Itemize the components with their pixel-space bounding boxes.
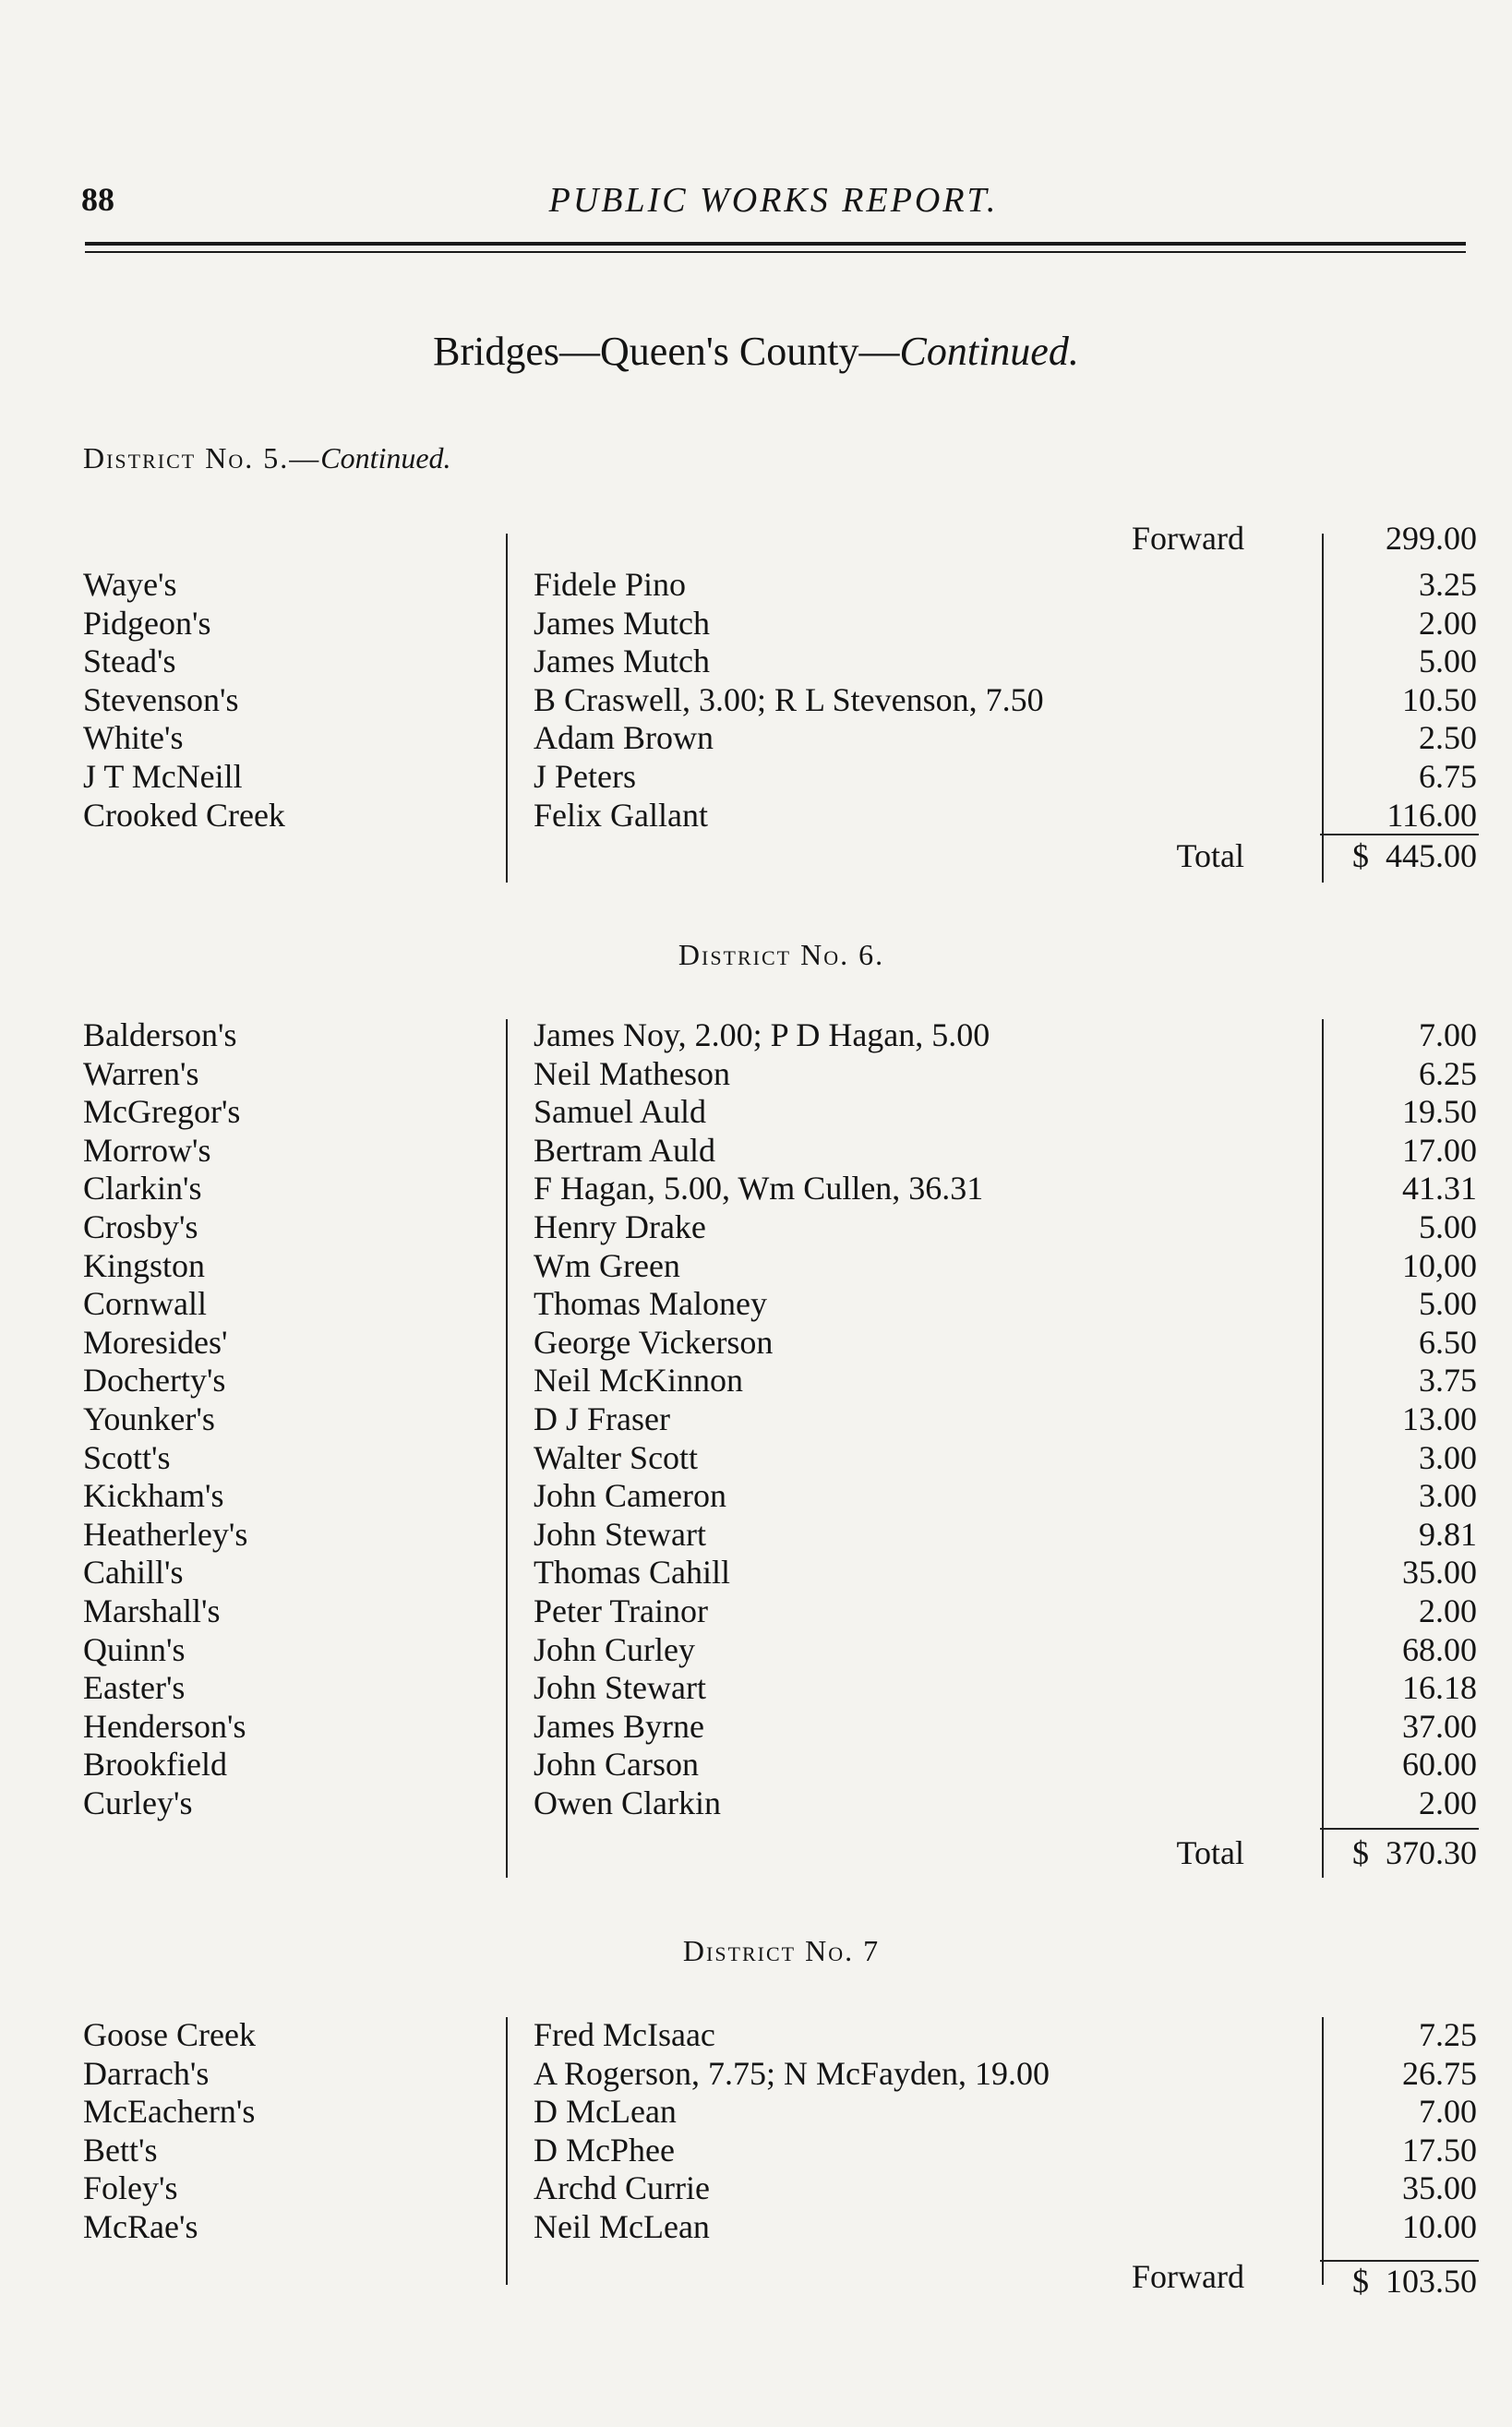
- amount: 6.25: [1419, 1054, 1477, 1092]
- table-row: [0, 604, 1512, 643]
- amount: 26.75: [1402, 2054, 1477, 2092]
- district-6-total-amount: 370.30: [1386, 1834, 1477, 1871]
- table-row: [0, 718, 1512, 757]
- builder-name: Peter Trainor: [534, 1592, 708, 1629]
- table-row: [0, 642, 1512, 680]
- builder-name: Neil Matheson: [534, 1054, 730, 1092]
- page-number: 88: [81, 181, 114, 218]
- table-row: [0, 1476, 1512, 1515]
- amount: 10.50: [1402, 680, 1477, 718]
- table-row: [0, 1015, 1512, 1054]
- bridge-name: Quinn's: [83, 1630, 186, 1668]
- district-5-heading: [83, 441, 451, 475]
- bridge-name: Balderson's: [83, 1016, 237, 1053]
- amount: 7.25: [1419, 2016, 1477, 2053]
- bridge-name: Foley's: [83, 2169, 178, 2207]
- amount: 68.00: [1402, 1630, 1477, 1668]
- amount: 9.81: [1419, 1515, 1477, 1553]
- amount: 5.00: [1419, 1285, 1477, 1323]
- table-row: [0, 680, 1512, 719]
- table-row: [0, 1092, 1512, 1131]
- district-6-total-label: Total: [1176, 1834, 1244, 1871]
- table-row: [0, 796, 1512, 835]
- table-row: [0, 1745, 1512, 1784]
- builder-name: D McLean: [534, 2093, 677, 2131]
- table-row: [0, 1438, 1512, 1477]
- table-row: [0, 1515, 1512, 1554]
- builder-name: Felix Gallant: [534, 796, 708, 834]
- amount: 3.00: [1419, 1438, 1477, 1476]
- amount: 35.00: [1402, 2169, 1477, 2207]
- table-row: [0, 1630, 1512, 1669]
- table-row: [0, 1131, 1512, 1170]
- district-7-heading: District No. 7: [682, 1934, 881, 1967]
- table-row: [0, 2092, 1512, 2131]
- amount: 10.00: [1402, 2208, 1477, 2245]
- amount: 19.50: [1402, 1093, 1477, 1131]
- amount: 60.00: [1402, 1746, 1477, 1784]
- amount: 10,00: [1402, 1246, 1477, 1284]
- amount: 6.50: [1419, 1323, 1477, 1361]
- district-6-total-dollar: $: [1352, 1834, 1369, 1871]
- builder-name: Fred McIsaac: [534, 2016, 715, 2053]
- amount: 5.00: [1419, 643, 1477, 680]
- district-7-forward-amount: 103.50: [1386, 2263, 1477, 2300]
- district-5-forward-amount: 299.00: [1386, 520, 1477, 557]
- amount: 2.00: [1419, 1592, 1477, 1629]
- bridge-name: Easter's: [83, 1669, 186, 1707]
- amount: 35.00: [1402, 1554, 1477, 1592]
- district-6-total: [1352, 1833, 1477, 1872]
- bridge-name: Moresides': [83, 1323, 228, 1361]
- builder-name: B Craswell, 3.00; R L Stevenson, 7.50: [534, 680, 1044, 718]
- amount: 7.00: [1419, 2093, 1477, 2131]
- header-rule-thin: [85, 251, 1466, 253]
- bridge-name: Henderson's: [83, 1707, 246, 1745]
- builder-name: John Carson: [534, 1746, 699, 1784]
- amount: 3.75: [1419, 1362, 1477, 1400]
- district-7-forward-dollar: $: [1352, 2263, 1369, 2300]
- builder-name: Henry Drake: [534, 1208, 706, 1245]
- builder-name: J Peters: [534, 758, 636, 795]
- table-row: [0, 1361, 1512, 1400]
- amount: 3.00: [1419, 1477, 1477, 1515]
- bridge-name: Stevenson's: [83, 680, 239, 718]
- bridge-name: Scott's: [83, 1438, 171, 1476]
- builder-name: James Mutch: [534, 604, 710, 642]
- running-title: PUBLIC WORKS REPORT.: [548, 181, 999, 220]
- table-row: [0, 1400, 1512, 1438]
- amount: 17.50: [1402, 2131, 1477, 2169]
- bridge-name: White's: [83, 719, 184, 757]
- amount: 2.00: [1419, 604, 1477, 642]
- amount: 116.00: [1386, 796, 1477, 834]
- table-row: [0, 757, 1512, 796]
- district-5-heading-continued: Continued.: [320, 441, 451, 475]
- table-row: [0, 1707, 1512, 1746]
- bridge-name: Cahill's: [83, 1554, 184, 1592]
- table-row: [0, 1054, 1512, 1093]
- builder-name: John Cameron: [534, 1477, 726, 1515]
- district-5-sum-rule: [1320, 834, 1479, 835]
- bridge-name: McGregor's: [83, 1093, 241, 1131]
- bridge-name: McRae's: [83, 2208, 198, 2245]
- amount: 13.00: [1402, 1400, 1477, 1437]
- page-header: [81, 180, 1466, 226]
- district-5-total: [1352, 836, 1477, 875]
- amount: 17.00: [1402, 1131, 1477, 1169]
- builder-name: James Byrne: [534, 1707, 704, 1745]
- amount: 37.00: [1402, 1707, 1477, 1745]
- builder-name: John Stewart: [534, 1669, 706, 1707]
- builder-name: Archd Currie: [534, 2169, 710, 2207]
- district-7-forward: [1352, 2262, 1477, 2301]
- bridge-name: Heatherley's: [83, 1515, 248, 1553]
- table-row: [0, 1784, 1512, 1822]
- table-row: [0, 2207, 1512, 2246]
- title-continued: Continued.: [899, 329, 1079, 374]
- bridge-name: Kingston: [83, 1246, 206, 1284]
- bridge-name: Younker's: [83, 1400, 215, 1437]
- bridge-name: Goose Creek: [83, 2016, 256, 2053]
- builder-name: Bertram Auld: [534, 1131, 715, 1169]
- table-row: [0, 1207, 1512, 1246]
- builder-name: Thomas Maloney: [534, 1285, 767, 1323]
- bridge-name: Waye's: [83, 566, 177, 603]
- district-6-heading: District No. 6.: [678, 938, 885, 971]
- builder-name: George Vickerson: [534, 1323, 774, 1361]
- amount: 7.00: [1419, 1016, 1477, 1053]
- bridge-name: J T McNeill: [83, 758, 243, 795]
- table-row: [0, 1668, 1512, 1707]
- title-main: Bridges—Queen's County—: [433, 329, 900, 374]
- builder-name: Thomas Cahill: [534, 1554, 730, 1592]
- district-6-sum-rule: [1320, 1828, 1479, 1830]
- district-5-total-dollar: $: [1352, 837, 1369, 874]
- district-7-forward-label: Forward: [1132, 2258, 1244, 2295]
- bridge-name: Curley's: [83, 1784, 193, 1821]
- bridge-name: Clarkin's: [83, 1170, 202, 1207]
- table-row: [0, 2169, 1512, 2207]
- bridge-name: Bett's: [83, 2131, 158, 2169]
- amount: 5.00: [1419, 1208, 1477, 1245]
- table-row: [0, 1284, 1512, 1323]
- table-row: [0, 2131, 1512, 2169]
- builder-name: Fidele Pino: [534, 566, 687, 603]
- builder-name: Samuel Auld: [534, 1093, 706, 1131]
- bridge-name: Stead's: [83, 643, 176, 680]
- table-row: [0, 1246, 1512, 1285]
- builder-name: Neil McKinnon: [534, 1362, 743, 1400]
- builder-name: F Hagan, 5.00, Wm Cullen, 36.31: [534, 1170, 984, 1207]
- builder-name: John Curley: [534, 1630, 695, 1668]
- amount: 3.25: [1419, 566, 1477, 603]
- builder-name: Walter Scott: [534, 1438, 699, 1476]
- header-rule-thick: [85, 242, 1466, 246]
- amount: 16.18: [1402, 1669, 1477, 1707]
- bridge-name: Cornwall: [83, 1285, 207, 1323]
- bridge-name: Morrow's: [83, 1131, 211, 1169]
- district-5-total-label: Total: [1176, 837, 1244, 874]
- bridge-name: Darrach's: [83, 2054, 210, 2092]
- builder-name: D J Fraser: [534, 1400, 670, 1437]
- builder-name: Adam Brown: [534, 719, 714, 757]
- bridge-name: Pidgeon's: [83, 604, 211, 642]
- table-row: [0, 1169, 1512, 1207]
- bridge-name: Crosby's: [83, 1208, 198, 1245]
- table-row: [0, 2015, 1512, 2054]
- district-5-total-amount: 445.00: [1386, 837, 1477, 874]
- table-row: [0, 1592, 1512, 1630]
- builder-name: James Noy, 2.00; P D Hagan, 5.00: [534, 1016, 990, 1053]
- bridge-name: Kickham's: [83, 1477, 224, 1515]
- amount: 41.31: [1402, 1170, 1477, 1207]
- table-row: [0, 2054, 1512, 2093]
- builder-name: Neil McLean: [534, 2208, 710, 2245]
- amount: 2.00: [1419, 1784, 1477, 1821]
- bridge-name: Marshall's: [83, 1592, 221, 1629]
- table-row: [0, 1553, 1512, 1592]
- table-row: [0, 1323, 1512, 1362]
- builder-name: A Rogerson, 7.75; N McFayden, 19.00: [534, 2054, 1050, 2092]
- district-5-forward-label: Forward: [1132, 520, 1244, 557]
- builder-name: James Mutch: [534, 643, 710, 680]
- builder-name: D McPhee: [534, 2131, 675, 2169]
- builder-name: Owen Clarkin: [534, 1784, 721, 1821]
- builder-name: John Stewart: [534, 1515, 706, 1553]
- bridge-name: McEachern's: [83, 2093, 256, 2131]
- builder-name: Wm Green: [534, 1246, 680, 1284]
- bridge-name: Docherty's: [83, 1362, 226, 1400]
- bridge-name: Warren's: [83, 1054, 199, 1092]
- amount: 2.50: [1419, 719, 1477, 757]
- bridge-name: Brookfield: [83, 1746, 227, 1784]
- table-row: [0, 565, 1512, 604]
- district-5-heading-text: District No. 5.—: [83, 441, 321, 475]
- amount: 6.75: [1419, 758, 1477, 795]
- bridge-name: Crooked Creek: [83, 796, 285, 834]
- page-title: [0, 328, 1512, 375]
